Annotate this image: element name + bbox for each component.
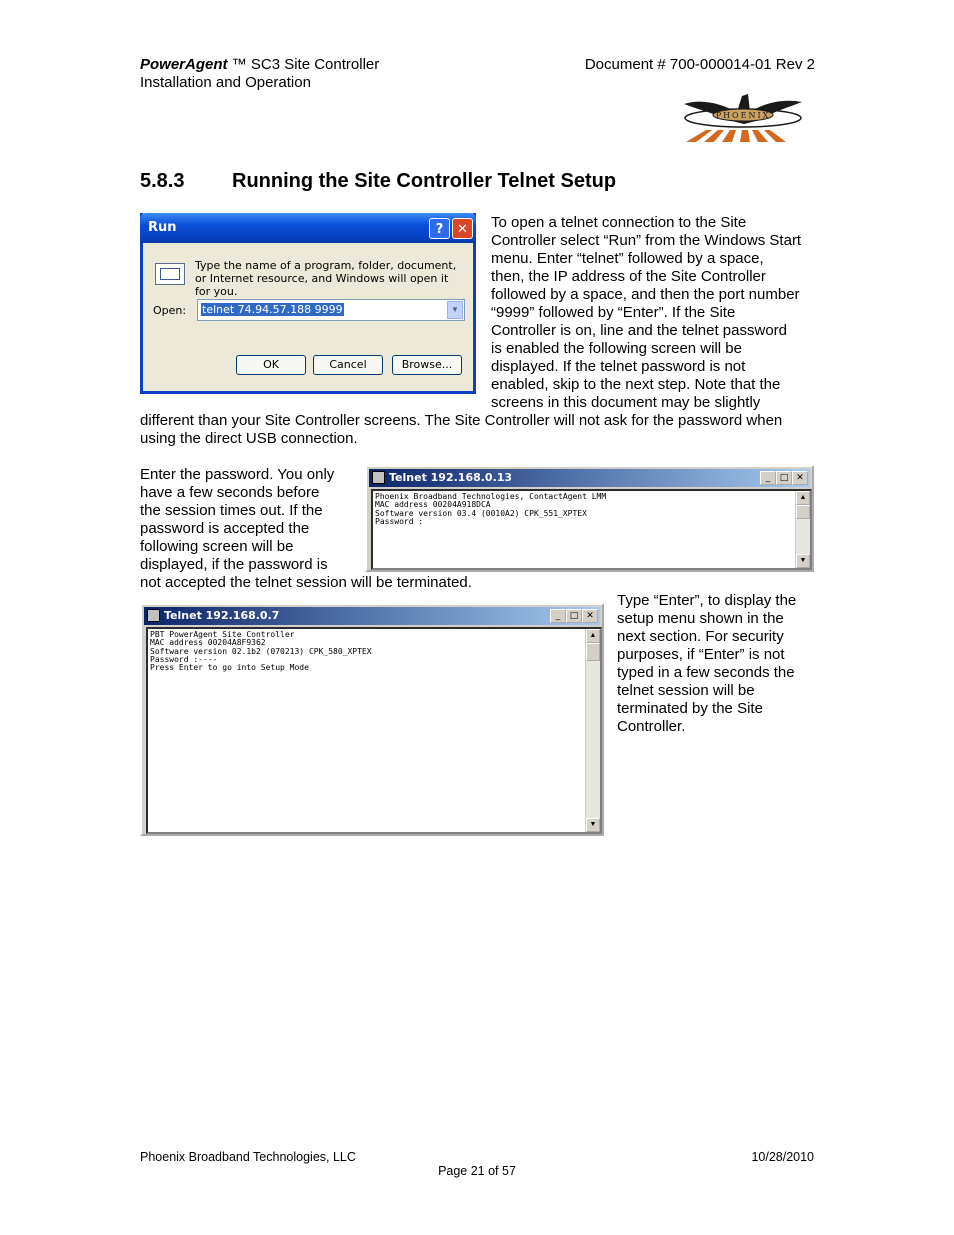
text-line: using the direct USB connection. xyxy=(140,430,358,447)
run-dialog-title: Run xyxy=(148,220,177,235)
maximize-icon[interactable]: □ xyxy=(566,609,582,623)
footer-date: 10/28/2010 xyxy=(751,1150,814,1164)
text-line: enabled, skip to the next step. Note that the xyxy=(491,376,781,393)
text-line: displayed. If the telnet password is not xyxy=(491,358,746,375)
text-line: is enabled the following screen will be xyxy=(491,340,742,357)
cancel-button[interactable]: Cancel xyxy=(313,355,383,375)
text-line: typed in a few seconds the xyxy=(617,664,795,681)
ok-button[interactable]: OK xyxy=(236,355,306,375)
scroll-up-icon[interactable]: ▲ xyxy=(796,491,810,505)
text-line: following screen will be xyxy=(140,538,294,555)
help-icon[interactable]: ? xyxy=(429,218,450,239)
telnet-title: Telnet 192.168.0.7 xyxy=(164,609,280,622)
text-line: To open a telnet connection to the Site xyxy=(491,214,747,231)
product-name: ™ SC3 Site Controller xyxy=(227,56,380,73)
text-line: next section. For security xyxy=(617,628,784,645)
run-description: Type the name of a program, folder, document, or Internet resource, and Windows will open it for you. xyxy=(195,259,457,298)
close-icon[interactable]: ✕ xyxy=(792,471,808,485)
telnet-window-password xyxy=(365,465,814,572)
text-line: screens in this document may be slightly xyxy=(491,394,761,411)
scrollbar[interactable] xyxy=(795,491,810,568)
chevron-down-icon[interactable]: ▼ xyxy=(447,301,463,319)
text-line: password is accepted the xyxy=(140,520,310,537)
browse-button[interactable]: Browse... xyxy=(392,355,462,375)
telnet-screen[interactable] xyxy=(371,489,812,570)
telnet-titlebar xyxy=(369,469,810,487)
telnet-title: Telnet 192.168.0.13 xyxy=(389,471,513,484)
text-line: “9999” followed by “Enter”. If the Site xyxy=(491,304,736,321)
open-input[interactable] xyxy=(197,299,465,321)
footer-company: Phoenix Broadband Technologies, LLC xyxy=(140,1150,356,1164)
brand-name: PowerAgent xyxy=(140,56,228,73)
paragraph-run-intro xyxy=(491,214,821,412)
run-dialog xyxy=(140,213,476,394)
text-line: Controller select “Run” from the Windows Start xyxy=(491,232,802,249)
telnet-icon xyxy=(147,609,160,622)
scroll-down-icon[interactable]: ▼ xyxy=(586,818,600,832)
close-icon[interactable]: ✕ xyxy=(452,218,473,239)
text-line: displayed, if the password is xyxy=(140,556,328,573)
run-dialog-titlebar xyxy=(140,213,476,243)
text-line: Controller is on, line and the telnet password xyxy=(491,322,788,339)
telnet-window-setup xyxy=(140,603,604,836)
phoenix-logo xyxy=(682,90,804,142)
paragraph-run-tail xyxy=(140,412,830,448)
run-program-icon xyxy=(155,263,185,285)
text-line: Enter the password. You only xyxy=(140,466,335,483)
text-line: followed by a space, and then the port number xyxy=(491,286,800,303)
section-title: Running the Site Controller Telnet Setup xyxy=(232,170,617,192)
section-number: 5.8.3 xyxy=(140,170,185,192)
logo-text: PHOENIX xyxy=(715,111,771,120)
text-line: purposes, if “Enter” is not xyxy=(617,646,785,663)
document-number: Document # 700-000014-01 Rev 2 xyxy=(584,56,815,73)
minimize-icon[interactable]: _ xyxy=(760,471,776,485)
text-line: then, the IP address of the Site Controller xyxy=(491,268,766,285)
telnet-titlebar xyxy=(144,607,600,625)
scroll-thumb[interactable] xyxy=(586,643,600,661)
telnet-output: PBT PowerAgent Site Controller MAC address 00204A8F9362 Software version 02.1b2 (070213) CPK_580_XPTEX Password :---- Press Enter to go into Setup Mode xyxy=(150,630,372,673)
text-line: the session times out. If the xyxy=(140,502,323,519)
scroll-up-icon[interactable]: ▲ xyxy=(586,629,600,643)
paragraph-enter xyxy=(617,592,817,736)
paragraph-password-tail: not accepted the telnet session will be terminated. xyxy=(140,574,472,591)
text-line: different than your Site Controller screens. The Site Controller will not ask for the password when xyxy=(140,412,783,429)
header-subtitle: Installation and Operation xyxy=(140,74,311,91)
text-line: terminated by the Site xyxy=(617,700,763,717)
text-line: setup menu shown in the xyxy=(617,610,784,627)
text-line: Type “Enter”, to display the xyxy=(617,592,797,609)
open-input-value: telnet 74.94.57.188 9999 xyxy=(202,303,343,316)
scroll-thumb[interactable] xyxy=(796,505,810,519)
text-line: Controller. xyxy=(617,718,686,735)
text-line: telnet session will be xyxy=(617,682,755,699)
telnet-output: Phoenix Broadband Technologies, ContactAgent LMM MAC address 00204A918DCA Software version 03.4 (0010A2) CPK_551_XPTEX Password : xyxy=(375,492,607,526)
telnet-icon xyxy=(372,471,385,484)
header-product-line xyxy=(140,56,379,74)
scroll-down-icon[interactable]: ▼ xyxy=(796,554,810,568)
footer-page-number: Page 21 of 57 xyxy=(438,1164,516,1178)
telnet-screen[interactable] xyxy=(146,627,602,834)
maximize-icon[interactable]: □ xyxy=(776,471,792,485)
paragraph-password xyxy=(140,466,365,574)
scrollbar[interactable] xyxy=(585,629,600,832)
minimize-icon[interactable]: _ xyxy=(550,609,566,623)
open-label: Open: xyxy=(153,304,187,317)
text-line: menu. Enter “telnet” followed by a space, xyxy=(491,250,764,267)
close-icon[interactable]: ✕ xyxy=(582,609,598,623)
text-line: have a few seconds before xyxy=(140,484,320,501)
